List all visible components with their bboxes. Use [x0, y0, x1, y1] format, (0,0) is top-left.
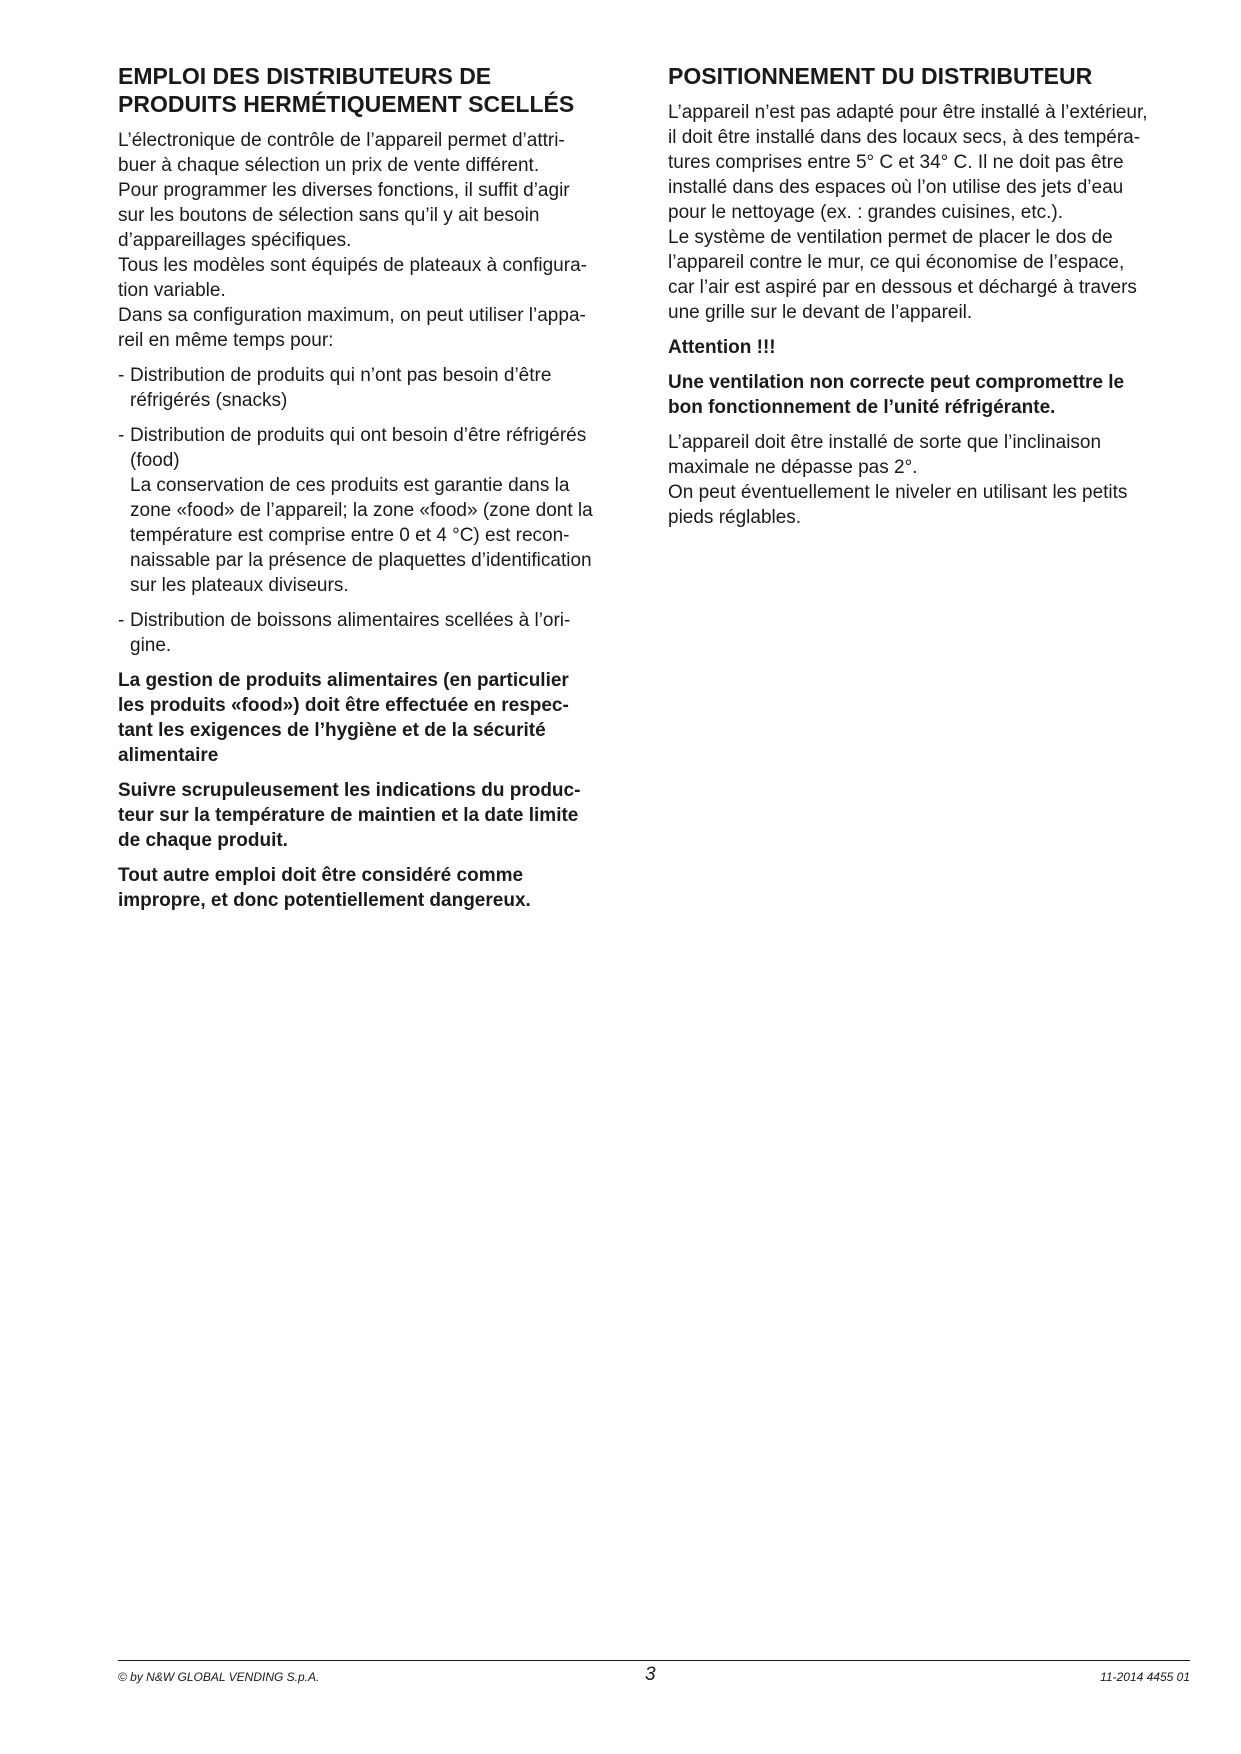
text-line: bon fonctionnement de l’unité réfrigérante. [668, 397, 1056, 418]
text-line: sur les plateaux diviseurs. [130, 575, 349, 596]
text-line: (food) [130, 450, 180, 471]
bold-paragraph-hygiene [118, 668, 638, 768]
section-title-positionnement [668, 62, 1198, 90]
bullet-item-snacks [118, 363, 638, 413]
page-footer [118, 1664, 1190, 1688]
text-line: Le système de ventilation permet de placer le dos de [668, 227, 1113, 248]
inclination-paragraph [668, 430, 1198, 530]
text-line: il doit être installé dans des locaux secs, à des tempéra- [668, 127, 1141, 148]
text-line: gine. [130, 635, 172, 656]
right-column [668, 62, 1198, 530]
text-line: l’appareil contre le mur, ce qui économise de l’espace, [668, 252, 1125, 273]
footer-copyright: © by N&W GLOBAL VENDING S.p.A. [118, 1670, 320, 1684]
text-line: Une ventilation non correcte peut compromettre le [668, 372, 1125, 393]
page-number: 3 [645, 1664, 656, 1685]
text-line: La gestion de produits alimentaires (en particulier [118, 670, 569, 691]
text-line: Attention !!! [668, 337, 776, 358]
text-line: les produits «food») doit être effectuée en respec- [118, 695, 569, 716]
text-line: sur les boutons de sélection sans qu’il y ait besoin [118, 205, 540, 226]
text-line: impropre, et donc potentiellement dangereux. [118, 890, 531, 911]
bullet-item-boissons [118, 608, 638, 658]
text-line: Tous les modèles sont équipés de plateaux à configura- [118, 255, 587, 276]
title-line: PRODUITS HERMÉTIQUEMENT SCELLÉS [118, 91, 575, 117]
text-line: pieds réglables. [668, 507, 802, 528]
text-line: On peut éventuellement le niveler en utilisant les petits [668, 482, 1128, 503]
text-line: Tout autre emploi doit être considéré comme [118, 865, 524, 886]
text-line: tures comprises entre 5° C et 34° C. Il ne doit pas être [668, 152, 1124, 173]
bullet-dash: - [118, 425, 125, 446]
ventilation-warning [668, 370, 1198, 420]
positioning-paragraph [668, 100, 1198, 325]
text-line: car l’air est aspiré par en dessous et déchargé à travers [668, 277, 1137, 298]
text-line: buer à chaque sélection un prix de vente différent. [118, 155, 540, 176]
text-line: Dans sa configuration maximum, on peut utiliser l’appa- [118, 305, 586, 326]
text-line: tion variable. [118, 280, 226, 301]
text-line: Suivre scrupuleusement les indications du produc- [118, 780, 581, 801]
text-line: Distribution de produits qui n’ont pas besoin d’être [130, 365, 552, 386]
text-line: maximale ne dépasse pas 2°. [668, 457, 918, 478]
bullet-dash: - [118, 365, 125, 386]
text-line: Distribution de boissons alimentaires scellées à l’ori- [130, 610, 571, 631]
text-line: naissable par la présence de plaquettes d’identification [130, 550, 592, 571]
text-line: de chaque produit. [118, 830, 288, 851]
intro-paragraph [118, 128, 638, 353]
text-line: Pour programmer les diverses fonctions, il suffit d’agir [118, 180, 570, 201]
title-line: POSITIONNEMENT DU DISTRIBUTEUR [668, 63, 1093, 89]
text-line: reil en même temps pour: [118, 330, 334, 351]
text-line: pour le nettoyage (ex. : grandes cuisines, etc.). [668, 202, 1063, 223]
bold-paragraph-danger [118, 863, 638, 913]
text-line: tant les exigences de l’hygiène et de la sécurité [118, 720, 546, 741]
bold-paragraph-producteur [118, 778, 638, 853]
text-line: une grille sur le devant de l’appareil. [668, 302, 973, 323]
title-line: EMPLOI DES DISTRIBUTEURS DE [118, 63, 492, 89]
text-line: Distribution de produits qui ont besoin d’être réfrigérés [130, 425, 587, 446]
text-line: réfrigérés (snacks) [130, 390, 288, 411]
text-line: d’appareillages spécifiques. [118, 230, 352, 251]
document-reference: 11-2014 4455 01 [1100, 1670, 1190, 1684]
text-line: L’électronique de contrôle de l’appareil permet d’attri- [118, 130, 565, 151]
text-line: L’appareil n’est pas adapté pour être installé à l’extérieur, [668, 102, 1148, 123]
left-column [118, 62, 638, 913]
text-line: alimentaire [118, 745, 219, 766]
text-line: teur sur la température de maintien et la date limite [118, 805, 579, 826]
section-title-emploi [118, 62, 638, 118]
bullet-item-food [118, 423, 638, 598]
bullet-dash: - [118, 610, 125, 631]
footer-divider [118, 1660, 1190, 1661]
text-line: température est comprise entre 0 et 4 °C) est recon- [130, 525, 570, 546]
text-line: La conservation de ces produits est garantie dans la [130, 475, 570, 496]
attention-heading [668, 335, 1198, 360]
text-line: installé dans des espaces où l’on utilise des jets d’eau [668, 177, 1124, 198]
text-line: L’appareil doit être installé de sorte que l’inclinaison [668, 432, 1102, 453]
text-line: zone «food» de l’appareil; la zone «food» (zone dont la [130, 500, 593, 521]
